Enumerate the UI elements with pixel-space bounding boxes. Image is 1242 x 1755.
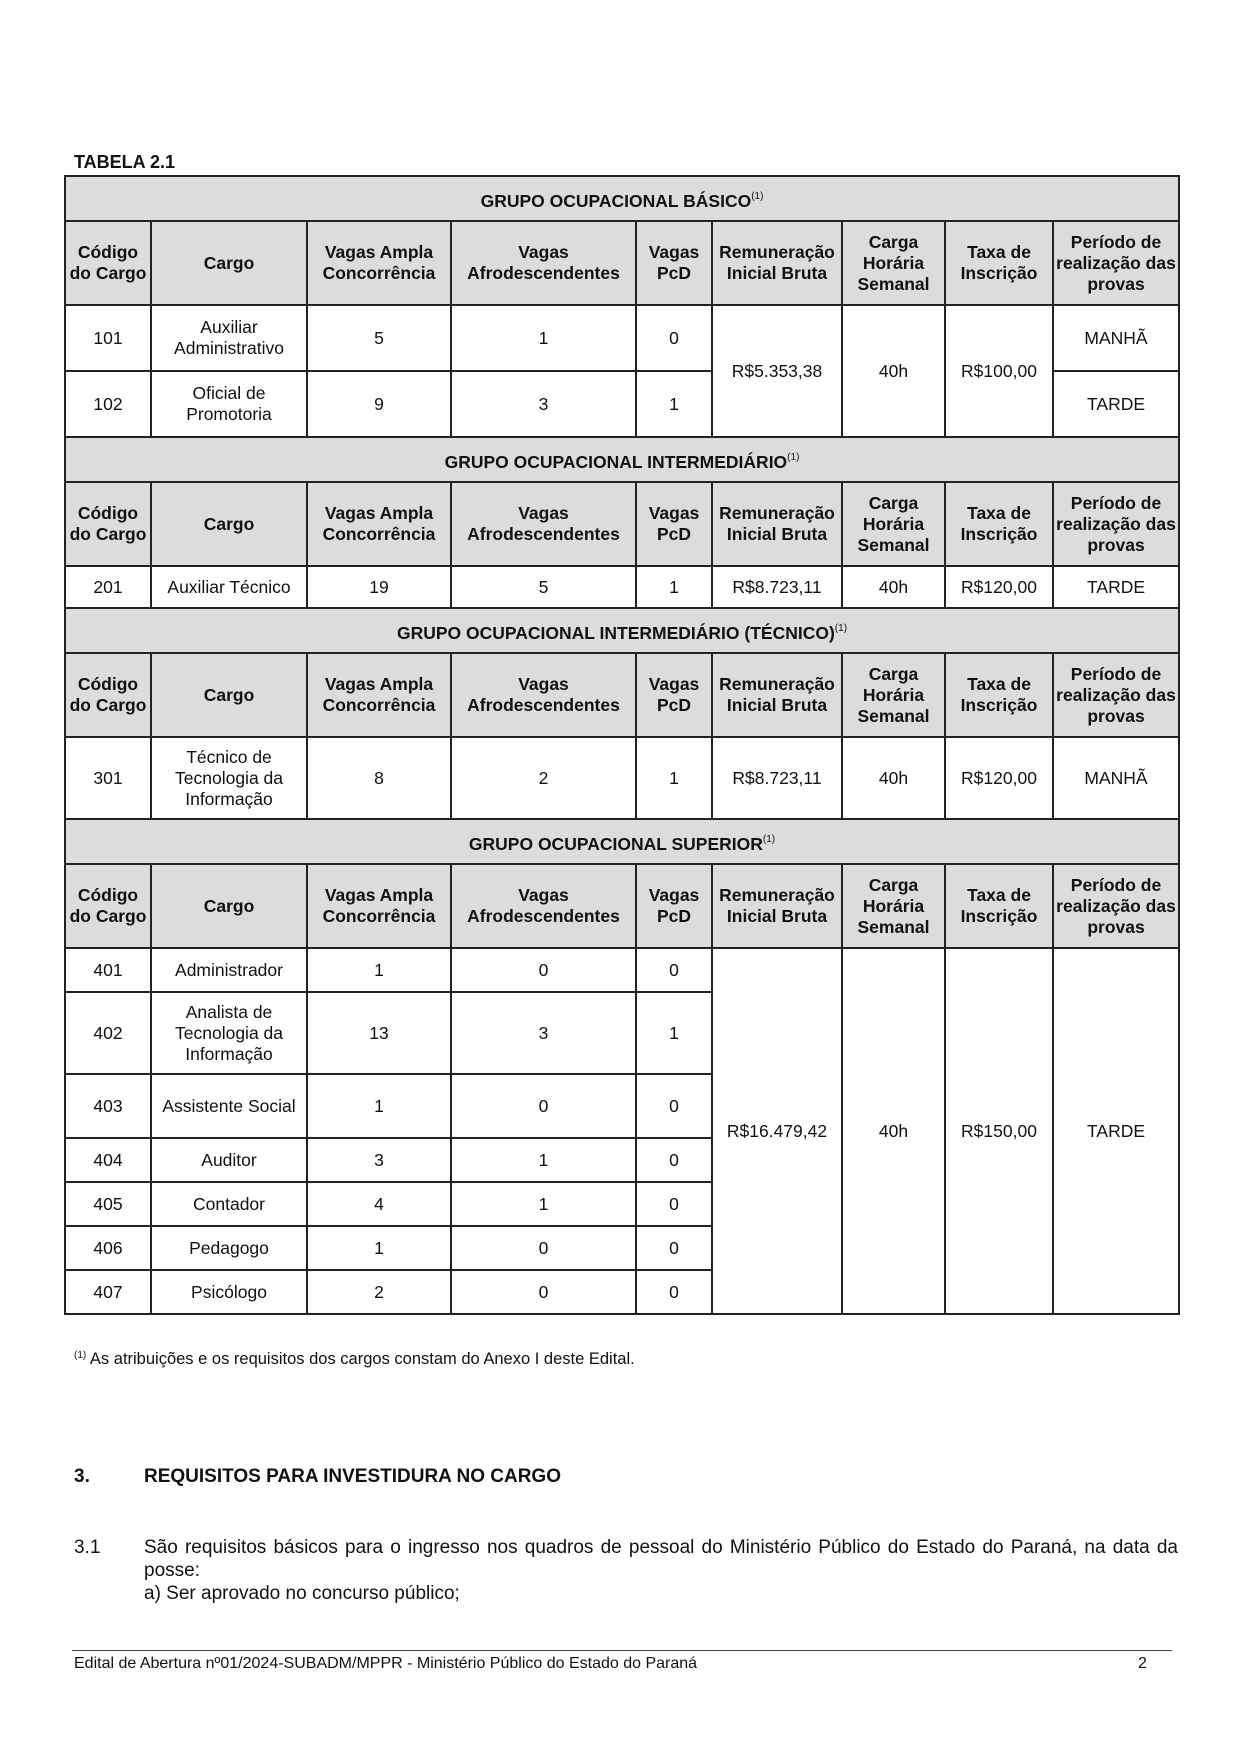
- carga-horaria: 40h: [842, 948, 945, 1314]
- header-vagas_afro: Vagas Afrodescendentes: [451, 221, 636, 305]
- taxa-inscricao: R$150,00: [945, 948, 1053, 1314]
- carga-horaria: 40h: [842, 737, 945, 819]
- header-periodo: Período de realização das provas: [1053, 221, 1179, 305]
- header-taxa: Taxa de Inscrição: [945, 653, 1053, 737]
- remuneracao: R$8.723,11: [712, 566, 842, 608]
- periodo: TARDE: [1053, 371, 1179, 437]
- table-row: 403 Assistente Social 1 0 0: [65, 1074, 1179, 1138]
- header-vagas_ampla: Vagas Ampla Concorrência: [307, 221, 451, 305]
- header-codigo: Código do Cargo: [65, 221, 151, 305]
- table-row: 407 Psicólogo 2 0 0: [65, 1270, 1179, 1314]
- periodo: TARDE: [1053, 948, 1179, 1314]
- table-title: TABELA 2.1: [74, 152, 176, 172]
- periodo: MANHÃ: [1053, 305, 1179, 371]
- header-cargo: Cargo: [151, 864, 307, 948]
- periodo: TARDE: [1053, 566, 1179, 608]
- header-vagas_pcd: Vagas PcD: [636, 221, 712, 305]
- header-carga: Carga Horária Semanal: [842, 482, 945, 566]
- header-vagas_afro: Vagas Afrodescendentes: [451, 482, 636, 566]
- header-cargo: Cargo: [151, 221, 307, 305]
- header-remuneracao: Remuneração Inicial Bruta: [712, 653, 842, 737]
- group-title: GRUPO OCUPACIONAL SUPERIOR$^{(1)}$: [65, 819, 1179, 864]
- header-carga: Carga Horária Semanal: [842, 221, 945, 305]
- header-taxa: Taxa de Inscrição: [945, 482, 1053, 566]
- page-number: 2: [1138, 1655, 1147, 1672]
- table-row: 301 Técnico de Tecnologia da Informação 8 2 1 R$8.723,11 40h R$120,00 MANHÃ: [65, 737, 1179, 819]
- carga-horaria: 40h: [842, 305, 945, 437]
- taxa-inscricao: R$120,00: [945, 737, 1053, 819]
- group-title: GRUPO OCUPACIONAL INTERMEDIÁRIO (TÉCNICO)$^{(1)}$: [65, 608, 1179, 653]
- remuneracao: R$8.723,11: [712, 737, 842, 819]
- paragraph-3-1: 3.1 São requisitos básicos para o ingresso nos quadros de pessoal do Ministério Público do Estado do Paraná, na data da posse: a) Ser aprovado no concurso público;: [74, 1537, 1178, 1604]
- table-row: 404 Auditor 3 1 0: [65, 1138, 1179, 1182]
- header-vagas_afro: Vagas Afrodescendentes: [451, 653, 636, 737]
- header-remuneracao: Remuneração Inicial Bruta: [712, 482, 842, 566]
- taxa-inscricao: R$100,00: [945, 305, 1053, 437]
- vacancies-table: [64, 175, 1180, 1315]
- table-footnote: $^{(1)}$ As atribuições e os requisitos dos cargos constam do Anexo I deste Edital.: [74, 1350, 635, 1368]
- header-periodo: Período de realização das provas: [1053, 864, 1179, 948]
- header-vagas_pcd: Vagas PcD: [636, 653, 712, 737]
- header-codigo: Código do Cargo: [65, 482, 151, 566]
- header-taxa: Taxa de Inscrição: [945, 221, 1053, 305]
- remuneracao: R$5.353,38: [712, 305, 842, 437]
- table-row: 402 Analista de Tecnologia da Informação 13 3 1: [65, 992, 1179, 1074]
- header-vagas_ampla: Vagas Ampla Concorrência: [307, 864, 451, 948]
- group-title: GRUPO OCUPACIONAL BÁSICO$^{(1)}$: [65, 176, 1179, 221]
- periodo: MANHÃ: [1053, 737, 1179, 819]
- taxa-inscricao: R$120,00: [945, 566, 1053, 608]
- header-cargo: Cargo: [151, 653, 307, 737]
- header-periodo: Período de realização das provas: [1053, 482, 1179, 566]
- header-carga: Carga Horária Semanal: [842, 653, 945, 737]
- header-vagas_ampla: Vagas Ampla Concorrência: [307, 482, 451, 566]
- header-periodo: Período de realização das provas: [1053, 653, 1179, 737]
- footer-rule: [72, 1650, 1172, 1651]
- remuneracao: R$16.479,42: [712, 948, 842, 1314]
- section-heading: 3. REQUISITOS PARA INVESTIDURA NO CARGO: [74, 1466, 561, 1487]
- table-row: 406 Pedagogo 1 0 0: [65, 1226, 1179, 1270]
- carga-horaria: 40h: [842, 566, 945, 608]
- footer-text: Edital de Abertura nº01/2024-SUBADM/MPPR - Ministério Público do Estado do Paraná: [74, 1655, 698, 1672]
- table-row: 102 Oficial de Promotoria 9 3 1 TARDE: [65, 371, 1179, 437]
- header-vagas_pcd: Vagas PcD: [636, 864, 712, 948]
- table-row: 201 Auxiliar Técnico 19 5 1 R$8.723,11 40h R$120,00 TARDE: [65, 566, 1179, 608]
- table-row: 101 Auxiliar Administrativo 5 1 0 R$5.353,38 40h R$100,00 MANHÃ: [65, 305, 1179, 371]
- header-cargo: Cargo: [151, 482, 307, 566]
- header-remuneracao: Remuneração Inicial Bruta: [712, 221, 842, 305]
- header-remuneracao: Remuneração Inicial Bruta: [712, 864, 842, 948]
- group-title: GRUPO OCUPACIONAL INTERMEDIÁRIO$^{(1)}$: [65, 437, 1179, 482]
- header-carga: Carga Horária Semanal: [842, 864, 945, 948]
- table-row: 405 Contador 4 1 0: [65, 1182, 1179, 1226]
- header-vagas_afro: Vagas Afrodescendentes: [451, 864, 636, 948]
- header-taxa: Taxa de Inscrição: [945, 864, 1053, 948]
- header-vagas_pcd: Vagas PcD: [636, 482, 712, 566]
- header-vagas_ampla: Vagas Ampla Concorrência: [307, 653, 451, 737]
- header-codigo: Código do Cargo: [65, 653, 151, 737]
- header-codigo: Código do Cargo: [65, 864, 151, 948]
- table-row: 401 Administrador 1 0 0 R$16.479,42 40h R$150,00 TARDE: [65, 948, 1179, 992]
